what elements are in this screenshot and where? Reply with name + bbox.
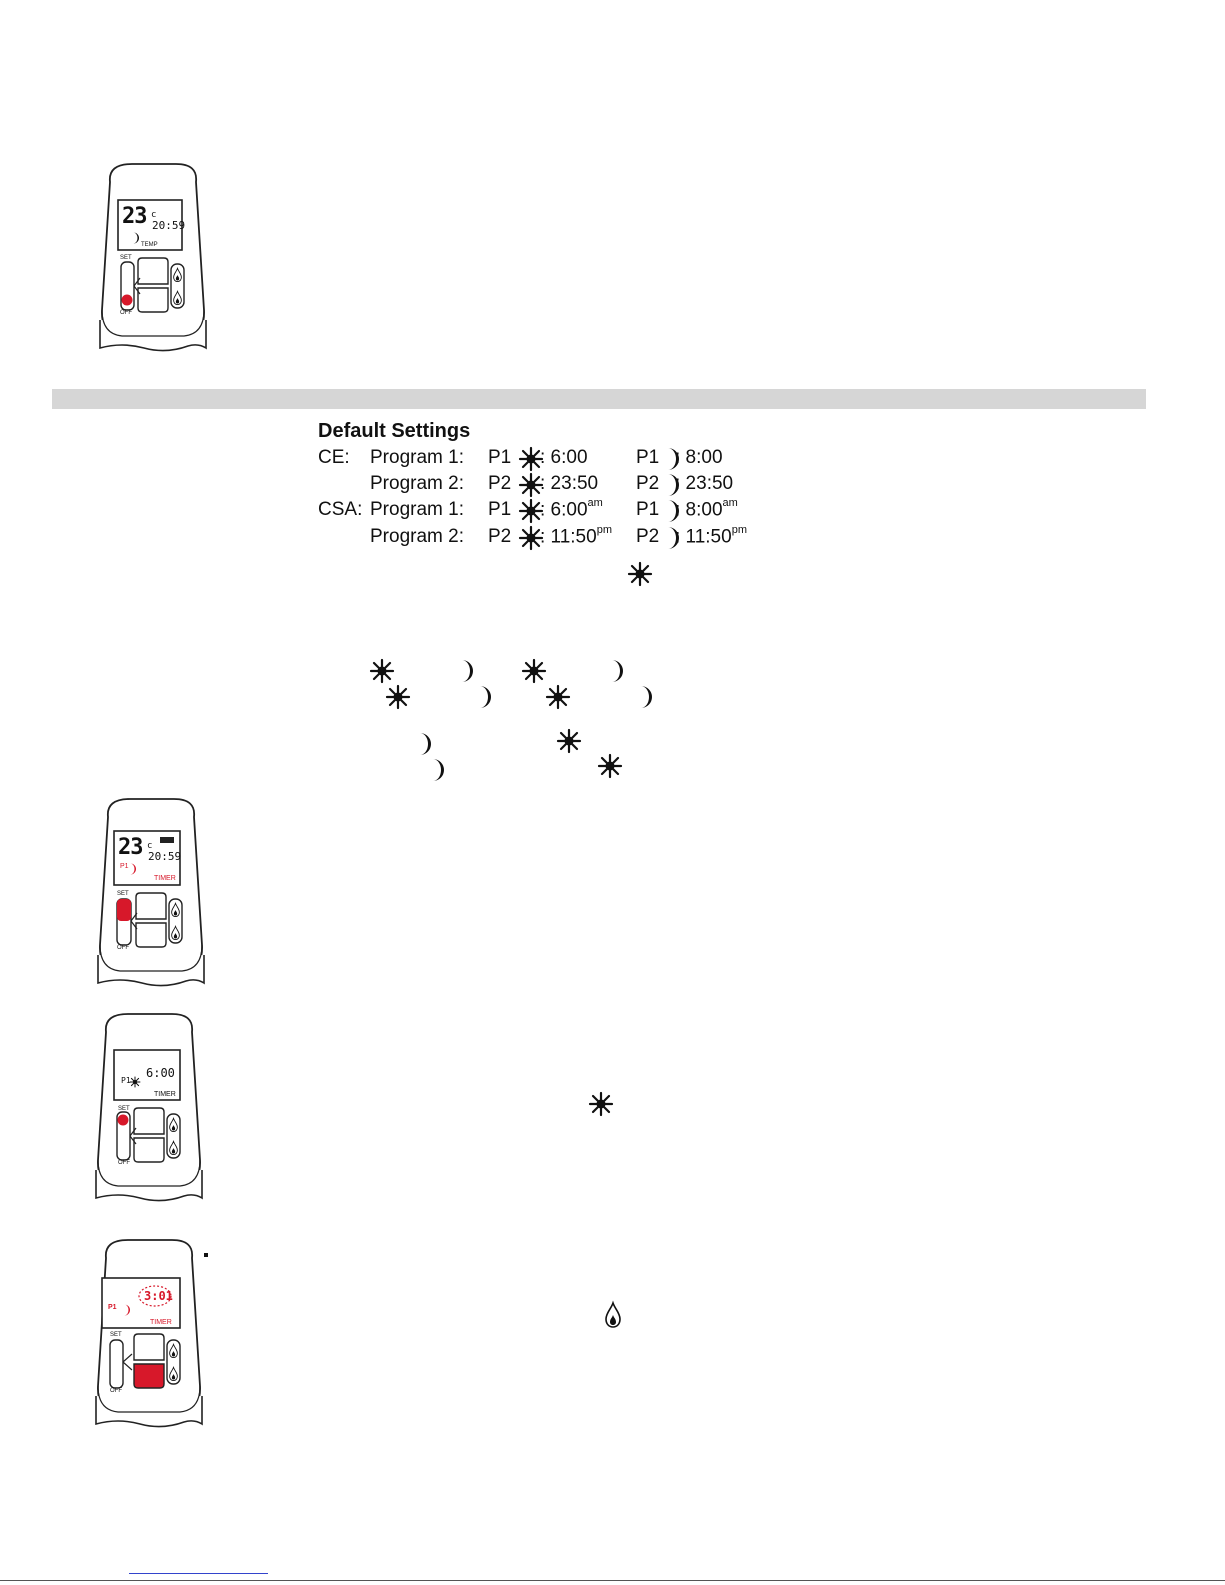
footer-rule bbox=[0, 1580, 1225, 1581]
lcd-time: 3:01 bbox=[144, 1289, 173, 1303]
moon-icon bbox=[452, 658, 478, 684]
lcd-program: P1 bbox=[121, 1076, 131, 1085]
lcd-mode: TIMER bbox=[150, 1319, 172, 1326]
off-label: OFF bbox=[120, 310, 132, 316]
lcd-time: 20:59 bbox=[152, 219, 186, 232]
off-label: OFF bbox=[117, 945, 129, 951]
section-divider bbox=[52, 389, 1146, 409]
set-label: SET bbox=[110, 1332, 122, 1338]
moon-icon bbox=[410, 731, 436, 757]
settings-program: Program 2: bbox=[370, 473, 464, 494]
settings-off-label: P2 bbox=[636, 473, 660, 494]
moon-icon bbox=[470, 684, 496, 710]
sun-icon bbox=[130, 1077, 140, 1087]
settings-program: Program 1: bbox=[370, 499, 464, 520]
lcd-mode: TEMP bbox=[141, 242, 158, 248]
settings-on-label: P2 bbox=[488, 526, 512, 547]
settings-program: Program 1: bbox=[370, 447, 464, 468]
settings-off-label: P1 bbox=[636, 447, 660, 468]
moon-icon bbox=[631, 684, 657, 710]
settings-off-time: : 8:00 bbox=[675, 447, 723, 468]
settings-on-time: : 23:50 bbox=[540, 473, 599, 494]
sun-icon bbox=[627, 561, 653, 587]
settings-region: CE: bbox=[318, 447, 350, 468]
lcd-mode: TIMER bbox=[154, 875, 176, 882]
settings-on-suffix: am bbox=[587, 497, 603, 509]
lcd-temperature: 23 bbox=[118, 835, 143, 860]
settings-on-label: P1 bbox=[488, 499, 512, 520]
settings-off-label: P2 bbox=[636, 526, 660, 547]
sun-icon bbox=[385, 684, 411, 710]
lcd-time: 6:00 bbox=[146, 1066, 175, 1080]
moon-icon bbox=[423, 757, 449, 783]
settings-off-time: : 11:50 bbox=[675, 526, 732, 548]
set-label: SET bbox=[118, 1106, 130, 1112]
remote-illustration-temp bbox=[92, 160, 214, 352]
sun-icon bbox=[521, 658, 547, 684]
default-settings-title: Default Settings bbox=[318, 420, 471, 442]
settings-on-time: : 6:00 bbox=[540, 499, 588, 521]
sun-icon bbox=[588, 1091, 614, 1117]
remote-illustration-timer-set bbox=[90, 795, 212, 987]
settings-on-time: : 6:00 bbox=[540, 447, 588, 468]
settings-off-suffix: am bbox=[722, 497, 738, 509]
settings-on-label: P1 bbox=[488, 447, 512, 468]
settings-region: CSA: bbox=[318, 499, 363, 520]
lcd-program: P1 bbox=[120, 863, 129, 870]
lcd-time: 20:59 bbox=[148, 850, 182, 863]
lcd-unit: c bbox=[147, 841, 153, 851]
settings-off-suffix: pm bbox=[731, 524, 747, 536]
footer-link-underline[interactable] bbox=[129, 1573, 268, 1574]
lcd-temperature: 23 bbox=[122, 204, 147, 229]
sun-icon bbox=[369, 658, 395, 684]
lcd-mode: TIMER bbox=[154, 1091, 176, 1098]
lcd-unit: c bbox=[151, 210, 157, 220]
flame-icon bbox=[600, 1298, 626, 1332]
off-label: OFF bbox=[110, 1388, 122, 1394]
moon-icon bbox=[602, 658, 628, 684]
settings-on-time: : 11:50 bbox=[540, 526, 597, 548]
sun-icon bbox=[597, 753, 623, 779]
off-label: OFF bbox=[118, 1160, 130, 1166]
lcd-program: P1 bbox=[108, 1304, 117, 1311]
settings-off-time: : 8:00 bbox=[675, 499, 723, 521]
settings-off-time: : 23:50 bbox=[675, 473, 734, 494]
set-label: SET bbox=[117, 891, 129, 897]
set-label: SET bbox=[120, 255, 132, 261]
remote-illustration-timer-adjust bbox=[88, 1236, 210, 1428]
settings-off-label: P1 bbox=[636, 499, 660, 520]
remote-illustration-timer-p1-on bbox=[88, 1010, 210, 1202]
settings-on-suffix: pm bbox=[596, 524, 612, 536]
settings-on-label: P2 bbox=[488, 473, 512, 494]
settings-program: Program 2: bbox=[370, 526, 464, 547]
sun-icon bbox=[545, 684, 571, 710]
sun-icon bbox=[556, 728, 582, 754]
